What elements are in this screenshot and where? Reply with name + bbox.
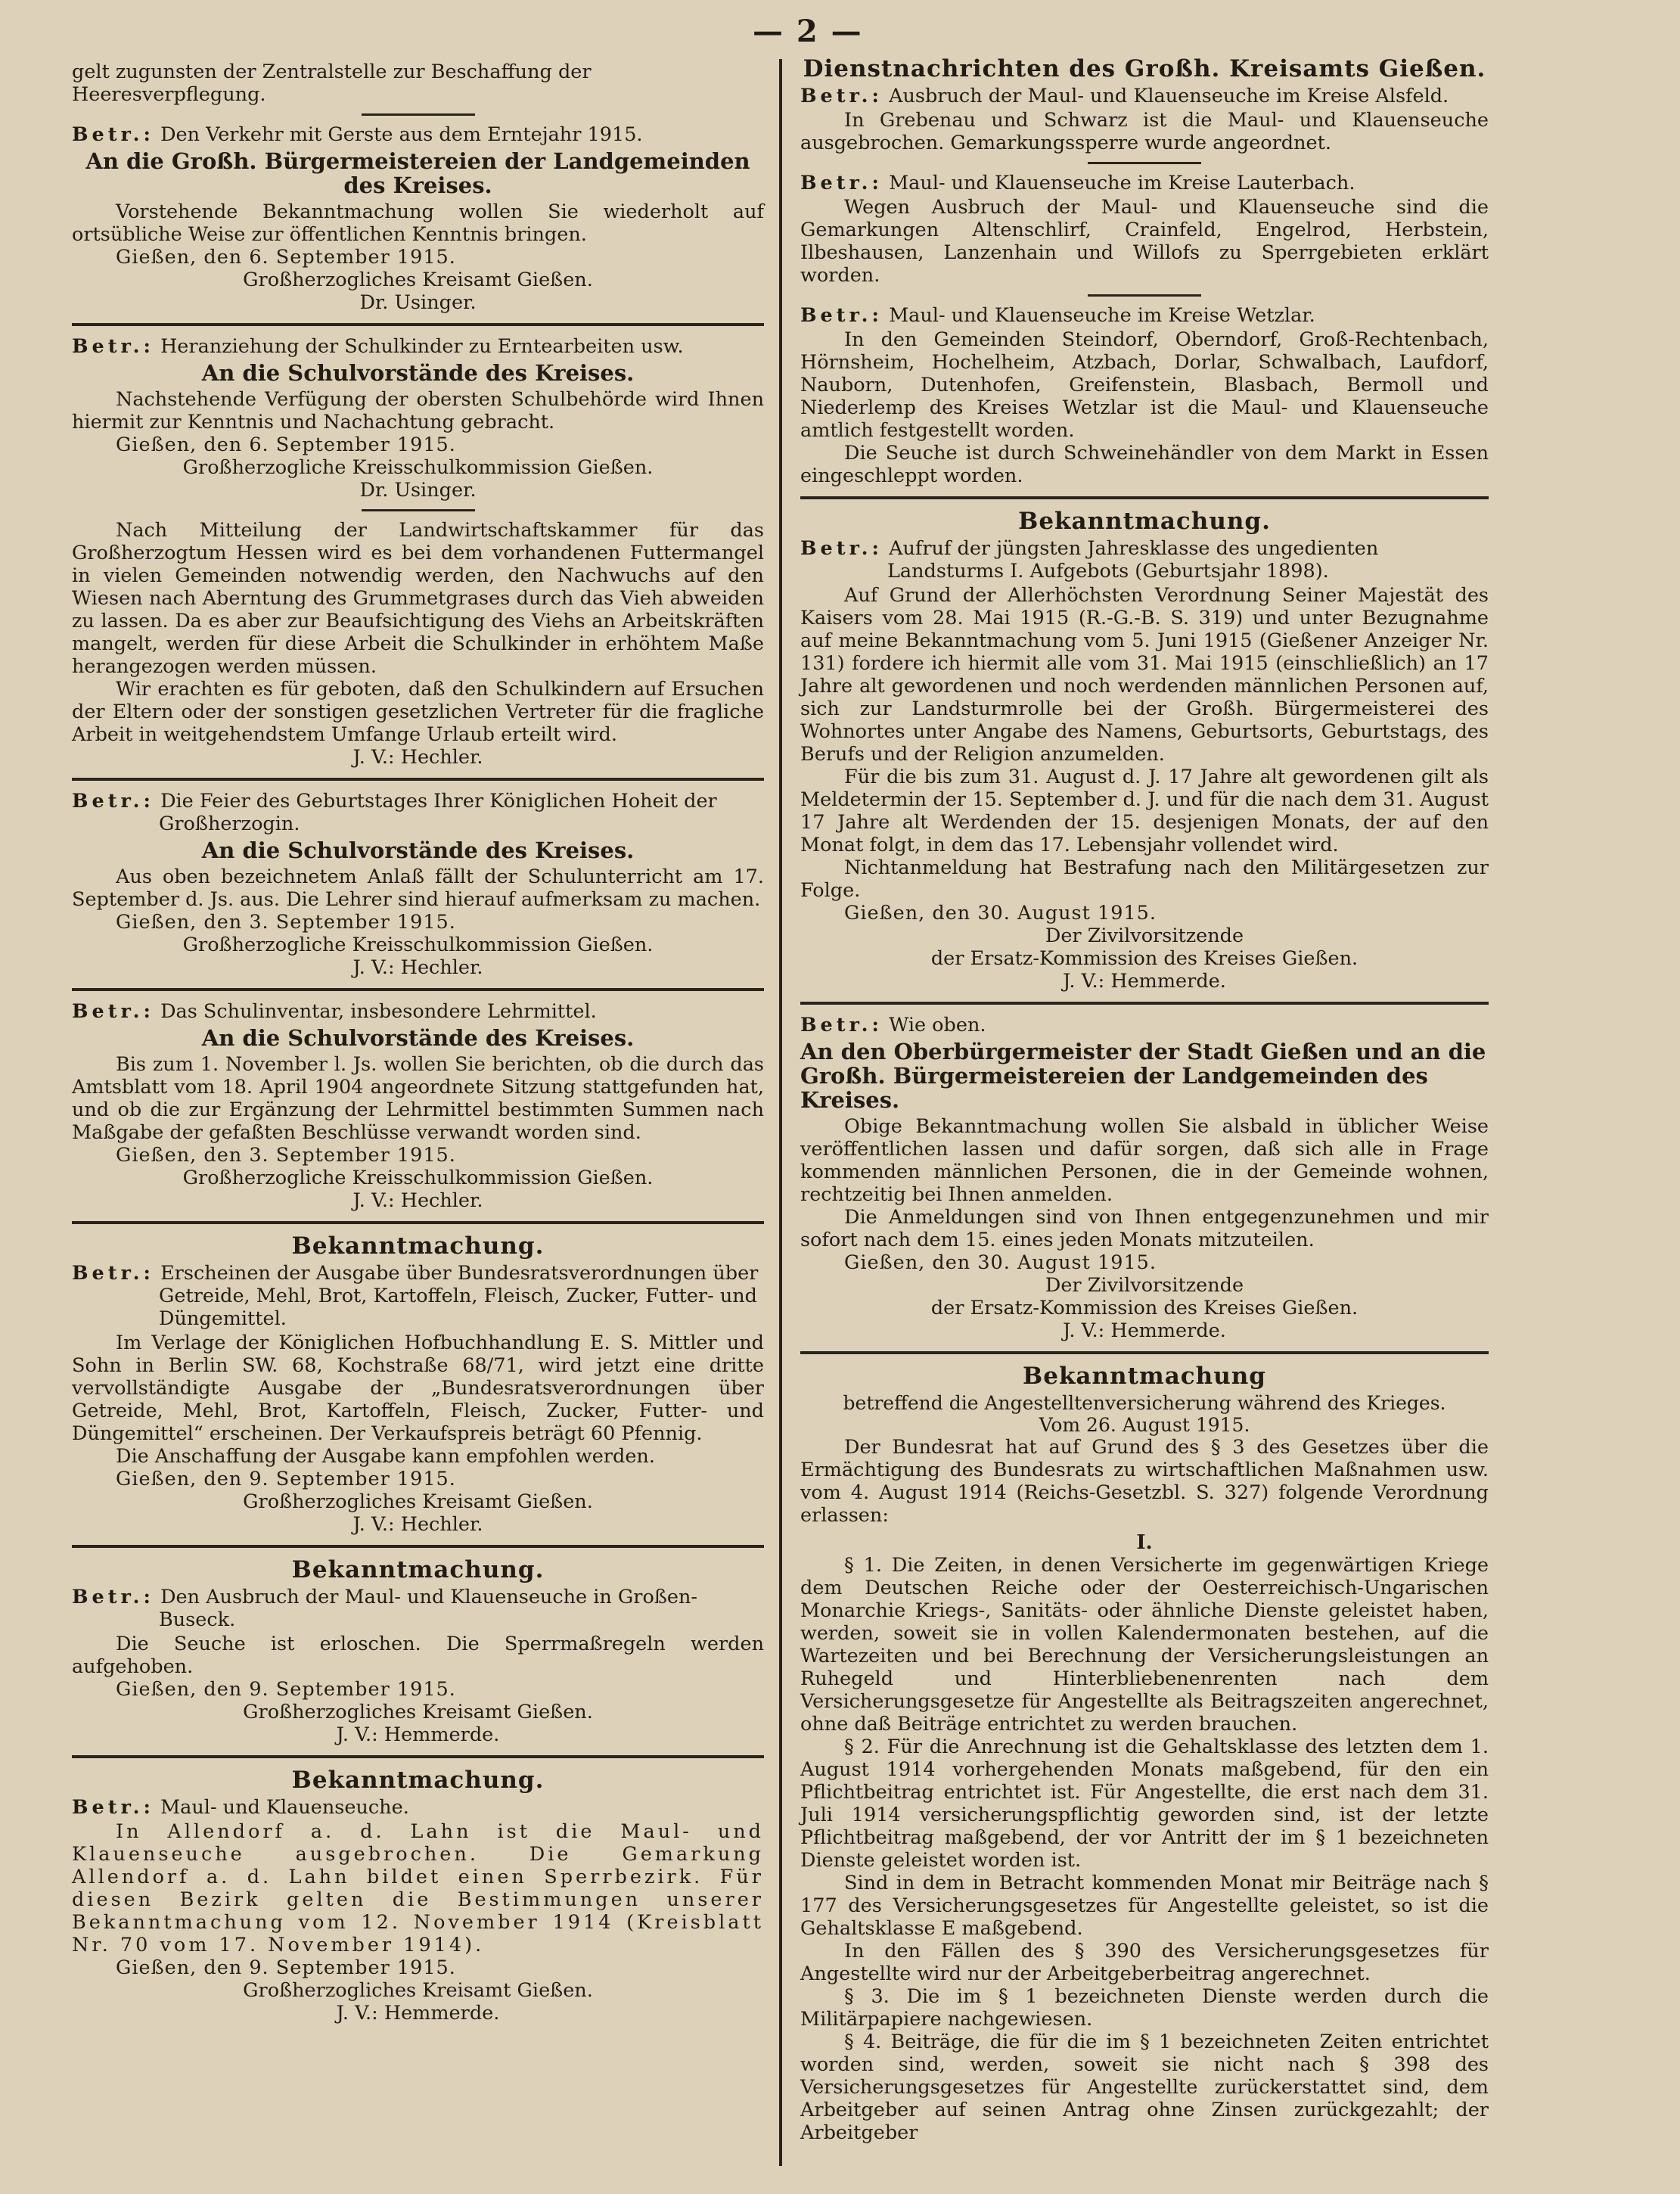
notice-heading: Bekanntmachung.: [1018, 508, 1271, 535]
notice-alsfeld: [800, 85, 1489, 154]
betr-text: Erscheinen der Ausgabe über Bundesratsverordnungen über Getreide, Mehl, Brot, Kartoffeln, Fleisch, Zucker, Futter- und Düngemittel.: [159, 1262, 759, 1330]
addressee: An die Schulvorstände des Kreises.: [201, 838, 635, 863]
betr-label: Betr.:: [72, 123, 154, 146]
separator: [362, 509, 475, 511]
body-text: Die Seuche ist erloschen. Die Sperrmaßregeln werden aufgehoben.: [72, 1633, 764, 1678]
body-text: In Grebenau und Schwarz ist die Maul- und Klauenseuche ausgebrochen. Gemarkungssperre wurde angeordnet.: [800, 109, 1489, 154]
notice-heading: Bekanntmachung.: [291, 1232, 545, 1260]
body-text: Wegen Ausbruch der Maul- und Klauenseuche sind die Gemarkungen Altenschlirf, Crainfeld, Engelrod, Herbstein, Ilbeshausen, Lanzenhain und Willofs zu Sperrgebieten erklärt worden.: [800, 196, 1489, 287]
body-text: Auf Grund der Allerhöchsten Verordnung Seiner Majestät des Kaisers vom 28. Mai 1915 (R.-G.-B. S. 319) und unter Bezugnahme auf meine Bekanntmachung vom 5. Juni 1915 (Gießener Anzeiger Nr. 131) fordere ich hiermit alle vom 31. Mai 1915 (einschließlich) an 17 Jahre alt gewordenen und noch werdenden männlichen Personen auf, sich zur Landsturmrolle bei der Großh. Bürgermeisterei des Wohnortes unter Angabe des Namens, Geburtsorts, Geburtstags, des Berufs und der Religion anzumelden.: [800, 584, 1489, 766]
subtitle: betreffend die Angestelltenversicherung während des Krieges.: [843, 1392, 1446, 1414]
signer: J. V.: Hemmerde.: [1063, 970, 1226, 993]
addressee: An die Schulvorstände des Kreises.: [201, 1025, 635, 1051]
notice-employee-insurance: [800, 1363, 1489, 2144]
body-text: Die Seuche ist durch Schweinehändler von dem Markt in Essen eingeschleppt worden.: [800, 442, 1489, 487]
left-column: [72, 61, 764, 2025]
betr-label: Betr.:: [72, 1586, 154, 1608]
separator: [72, 1545, 764, 1548]
dateline: Gießen, den 30. August 1915.: [844, 902, 1157, 925]
body-text: Die Anschaffung der Ausgabe kann empfohlen werden.: [116, 1445, 655, 1468]
separator: [72, 1755, 764, 1758]
office: Großherzogliche Kreisschulkommission Gießen.: [182, 1167, 654, 1189]
separator: [800, 1351, 1489, 1354]
betr-text: Maul- und Klauenseuche im Kreise Wetzlar.: [889, 304, 1315, 327]
separator: [1088, 294, 1201, 297]
office: Der Zivilvorsitzende: [1045, 925, 1244, 947]
betr-text: Den Ausbruch der Maul- und Klauenseuche in Großen-Buseck.: [159, 1586, 698, 1631]
betr-label: Betr.:: [800, 537, 883, 560]
separator: [72, 778, 764, 781]
signer: J. V.: Hemmerde.: [1063, 1319, 1226, 1342]
body-text: Vorstehende Bekanntmachung wollen Sie wiederholt auf ortsübliche Weise zur öffentlichen Kenntnis bringen.: [72, 200, 764, 246]
notice-lauterbach: [800, 172, 1489, 287]
notice-harvest-schoolchildren: [72, 335, 764, 502]
addressee: An die Schulvorstände des Kreises.: [201, 360, 635, 386]
notice-birthday-celebration: [72, 790, 764, 979]
body-text: Nachstehende Verfügung der obersten Schulbehörde wird Ihnen hiermit zur Kenntnis und Nachachtung gebracht.: [72, 388, 764, 434]
betr-text: Maul- und Klauenseuche im Kreise Lauterbach.: [889, 172, 1355, 194]
dateline: Gießen, den 3. September 1915.: [116, 911, 456, 934]
notice-heading: Bekanntmachung: [1023, 1363, 1266, 1390]
separator: [800, 496, 1489, 499]
notice-mayors: [800, 1014, 1489, 1342]
body-text: Nach Mitteilung der Landwirtschaftskammer für das Großherzogtum Hessen wird es bei dem vorhandenen Futtermangel in vielen Gemeinden notwendig werden, den Nachwuchs auf den Wiesen nach Aberntung des Grummetgrases durch das Vieh abweiden zu lassen. Da es aber zur Beaufsichtigung des Viehs an Arbeitskräften mangelt, werden für diese Arbeit die Schulkinder in erhöhtem Maße herangezogen werden müssen.: [72, 519, 764, 678]
office: Großherzogliches Kreisamt Gießen.: [243, 269, 593, 291]
dateline: Gießen, den 3. September 1915.: [116, 1144, 456, 1167]
office: Großherzogliche Kreisschulkommission Gießen.: [182, 934, 654, 956]
intro-tail: gelt zugunsten der Zentralstelle zur Beschaffung der Heeresverpflegung.: [72, 61, 592, 106]
body-text: In Allendorf a. d. Lahn ist die Maul- und Klauenseuche ausgebrochen. Die Gemarkung Allendorf a. d. Lahn bildet einen Sperrbezirk. Für diesen Bezirk gelten die Bestimmungen unserer Bekanntmachung vom 12. November 1914 (Kreisblatt Nr. 70 vom 17. November 1914).: [72, 1820, 764, 1956]
signer: J. V.: Hechler.: [352, 1189, 483, 1212]
signer: J. V.: Hechler.: [352, 746, 483, 769]
body-text: Aus oben bezeichnetem Anlaß fällt der Schulunterricht am 17. September d. Js. aus. Die Lehrer sind hierauf aufmerksam zu machen.: [72, 865, 764, 911]
separator: [72, 323, 764, 326]
betr-text: Die Feier des Geburtstages Ihrer Königlichen Hoheit der Großherzogin.: [159, 790, 717, 835]
office: der Ersatz-Kommission des Kreises Gießen.: [930, 1297, 1359, 1319]
notice-bundesrat-edition: [72, 1233, 764, 1536]
betr-label: Betr.:: [72, 1796, 154, 1819]
office: Großherzogliches Kreisamt Gießen.: [243, 1701, 593, 1723]
body-text: Im Verlage der Königlichen Hofbuchhandlung E. S. Mittler und Sohn in Berlin SW. 68, Kochstraße 68/71, wird jetzt eine dritte vervollständigte Ausgabe der „Bundesratsverordnungen über Getreide, Mehl, Brot, Kartoffeln, Fleisch, Zucker, Futter- und Düngemittel“ erscheinen. Der Verkaufspreis beträgt 60 Pfennig.: [72, 1332, 764, 1445]
office: Großherzogliche Kreisschulkommission Gießen.: [182, 456, 654, 479]
betr-text: Aufruf der jüngsten Jahresklasse des ungedienten Landsturms I. Aufgebots (Geburtsjahr 1898).: [887, 537, 1379, 583]
betr-label: Betr.:: [72, 1262, 154, 1285]
betr-label: Betr.:: [800, 85, 883, 107]
subtitle: Vom 26. August 1915.: [1039, 1414, 1250, 1436]
separator: [72, 988, 764, 991]
addressee: An die Großh. Bürgermeistereien der Landgemeinden des Kreises.: [85, 148, 750, 198]
notice-heading: Bekanntmachung.: [291, 1556, 545, 1583]
notice-school-inventory: [72, 1000, 764, 1212]
dateline: Gießen, den 9. September 1915.: [116, 1956, 456, 1979]
body-text: § 4. Beiträge, die für die im § 1 bezeichneten Zeiten entrichtet worden sind, werden, soweit sie nicht nach § 398 des Versicherungsgesetzes für Angestellte zurückerstattet sind, dem Arbeitgeber auf seinen Antrag ohne Zinsen zurückgezahlt; der Arbeitgeber: [800, 2031, 1489, 2144]
signer: Dr. Usinger.: [359, 479, 477, 502]
body-text: Obige Bekanntmachung wollen Sie alsbald in üblicher Weise veröffentlichen lassen und dafür sorgen, daß sich alle in Frage kommenden männlichen Personen, die in der Gemeinde wohnen, rechtzeitig bei Ihnen anmelden.: [800, 1115, 1489, 1206]
body-text: § 1. Die Zeiten, in denen Versicherte im gegenwärtigen Kriege dem Deutschen Reiche oder der Oesterreichisch-Ungarischen Monarchie Kriegs-, Sanitäts- oder ähnliche Dienste geleistet haben, werden, soweit sie in vollen Kalendermonaten bestehen, auf die Wartezeiten und bei Berechnung der Versicherungsleistungen an Ruhegeld und Hinterbliebenenrenten nach dem Versicherungsgesetze für Angestellte als Beitragszeiten angerechnet, ohne daß Beiträge entrichtet zu werden brauchen.: [800, 1554, 1489, 1736]
signer: J. V.: Hemmerde.: [336, 1723, 500, 1746]
betr-text: Maul- und Klauenseuche.: [160, 1796, 409, 1819]
body-text: Die Anmeldungen sind von Ihnen entgegenzunehmen und mir sofort nach dem 15. eines jeden Monats mitzuteilen.: [800, 1206, 1489, 1251]
betr-label: Betr.:: [72, 335, 154, 358]
dateline: Gießen, den 6. September 1915.: [116, 246, 456, 269]
page-number: — 2 —: [753, 14, 863, 49]
betr-label: Betr.:: [72, 790, 154, 813]
body-text: In den Fällen des § 390 des Versicherungsgesetzes für Angestellte wird nur der Arbeitgeberbeitrag angerechnet.: [800, 1940, 1489, 1985]
office: Der Zivilvorsitzende: [1045, 1274, 1244, 1297]
addressee: An den Oberbürgermeister der Stadt Gießen und an die Großh. Bürgermeistereien der Landgemeinden des Kreises.: [800, 1039, 1486, 1113]
separator: [362, 113, 475, 116]
body-text: In den Gemeinden Steindorf, Oberndorf, Groß-Rechtenbach, Hörnsheim, Hochelheim, Atzbach, Dorlar, Schwalbach, Laufdorf, Nauborn, Dutenhofen, Greifenstein, Blasbach, Bermoll und Niederlemp des Kreises Wetzlar ist die Maul- und Klauenseuche amtlich festgestellt worden.: [800, 328, 1489, 442]
section-number: I.: [1136, 1531, 1153, 1554]
dateline: Gießen, den 6. September 1915.: [116, 434, 456, 456]
notice-wetzlar: [800, 304, 1489, 487]
column-divider: [779, 59, 782, 2166]
body-text: Sind in dem in Betracht kommenden Monat mir Beiträge nach § 177 des Versicherungsgesetzes für Angestellte geleistet, so ist die Gehaltsklasse E maßgebend.: [800, 1872, 1489, 1940]
separator: [800, 1002, 1489, 1005]
body-text: Nichtanmeldung hat Bestrafung nach den Militärgesetzen zur Folge.: [800, 856, 1489, 902]
signer: Dr. Usinger.: [359, 291, 477, 314]
body-text: Der Bundesrat hat auf Grund des § 3 des Gesetzes über die Ermächtigung des Bundesrats zu wirtschaftlichen Maßnahmen usw. vom 4. August 1914 (Reichs-Gesetzbl. S. 327) folgende Verordnung erlassen:: [800, 1436, 1489, 1527]
section-title: Dienstnachrichten des Großh. Kreisamts Gießen.: [803, 55, 1486, 82]
notice-landsturm: [800, 508, 1489, 993]
separator: [1088, 162, 1201, 164]
body-text: § 3. Die im § 1 bezeichneten Dienste werden durch die Militärpapiere nachgewiesen.: [800, 1985, 1489, 2031]
betr-text: Heranziehung der Schulkinder zu Erntearbeiten usw.: [160, 335, 684, 358]
notice-barley: [72, 123, 764, 314]
office: Großherzogliches Kreisamt Gießen.: [243, 1979, 593, 2002]
betr-text: Den Verkehr mit Gerste aus dem Erntejahr 1915.: [160, 123, 643, 146]
betr-label: Betr.:: [72, 1000, 154, 1023]
office: der Ersatz-Kommission des Kreises Gießen.: [930, 947, 1359, 970]
body-text: Bis zum 1. November l. Js. wollen Sie berichten, ob die durch das Amtsblatt vom 18. April 1904 angeordnete Sitzung stattgefunden hat, und ob die zur Ergänzung der Lehrmittel bestimmten Summen nach Maßgabe der gefaßten Beschlüsse verwandt worden sind.: [72, 1053, 764, 1144]
separator: [72, 1221, 764, 1224]
signer: J. V.: Hechler.: [352, 1513, 483, 1536]
dateline: Gießen, den 9. September 1915.: [116, 1678, 456, 1701]
signer: J. V.: Hemmerde.: [336, 2002, 500, 2025]
dateline: Gießen, den 9. September 1915.: [116, 1468, 456, 1490]
betr-label: Betr.:: [800, 1014, 883, 1036]
dateline: Gießen, den 30. August 1915.: [844, 1251, 1157, 1274]
betr-text: Das Schulinventar, insbesondere Lehrmittel.: [160, 1000, 597, 1023]
betr-label: Betr.:: [800, 172, 883, 194]
signer: J. V.: Hechler.: [352, 956, 483, 979]
notice-heading: Bekanntmachung.: [291, 1767, 545, 1794]
notice-grossen-buseck: [72, 1557, 764, 1746]
right-column: [800, 56, 1489, 2144]
body-text: Wir erachten es für geboten, daß den Schulkindern auf Ersuchen der Eltern oder der sonstigen gesetzlichen Vertreter für die fragliche Arbeit in weitgehendstem Umfange Urlaub erteilt wird.: [72, 678, 764, 746]
notice-allendorf: [72, 1767, 764, 2025]
body-text: Für die bis zum 31. August d. J. 17 Jahre alt gewordenen gilt als Meldetermin der 15. September d. J. und für die nach dem 31. August 17 Jahre alt Werdenden der 15. desjenigen Monats, der auf den Monat folgt, in dem das 17. Lebensjahr vollendet wird.: [800, 766, 1489, 856]
betr-text: Wie oben.: [889, 1014, 986, 1036]
body-text: § 2. Für die Anrechnung ist die Gehaltsklasse des letzten dem 1. August 1914 vorhergehenden Monats maßgebend, für den ein Pflichtbeitrag entrichtet ist. Für Angestellte, die erst nach dem 31. Juli 1914 versicherungspflichtig geworden sind, ist der letzte Pflichtbeitrag maßgebend, der vor Antritt der im § 1 bezeichneten Dienste geleistet worden ist.: [800, 1736, 1489, 1872]
betr-text: Ausbruch der Maul- und Klauenseuche im Kreise Alsfeld.: [889, 85, 1449, 107]
office: Großherzogliches Kreisamt Gießen.: [243, 1490, 593, 1513]
betr-label: Betr.:: [800, 304, 883, 327]
notice-fodder-shortage: [72, 519, 764, 769]
